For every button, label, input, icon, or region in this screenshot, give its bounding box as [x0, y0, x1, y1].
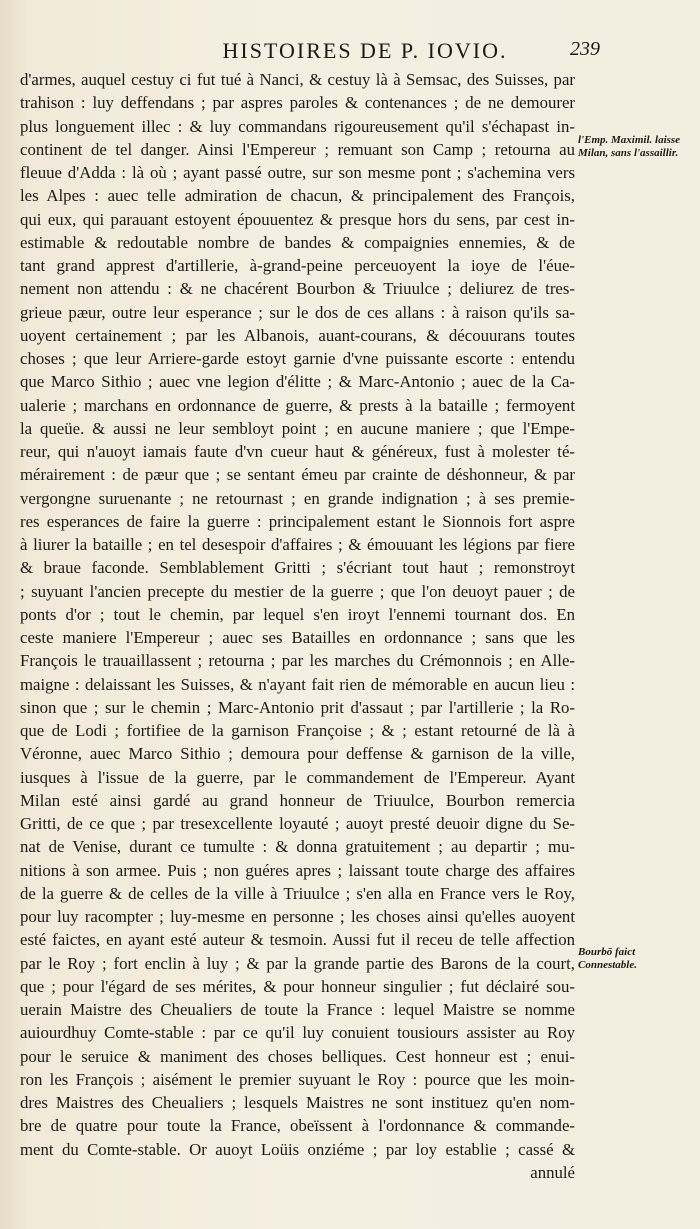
text-line: tant grand apprest d'artillerie, à-grand-peine perceuoyent la ioye de l'éue- — [20, 256, 575, 275]
text-line: ponts d'or ; tout le chemin, par lequel s'en iroyt l'ennemi tournant dos. En — [20, 604, 575, 624]
text-line: que de Lodi ; fortifiee de la garnison Françoise ; & ; estant retourné de là à — [20, 721, 575, 740]
text-line: les Alpes : auec telle admiration de chacun, & principalement des François, — [20, 186, 575, 206]
text-line: & braue faconde. Semblablement Gritti ; s'écriant tout haut ; remonstroyt — [20, 558, 575, 578]
text-line: reur, qui n'auoyt iamais faute d'vn cueur haut & généreux, fust à molester té- — [20, 442, 575, 461]
text-line: annulé — [530, 1162, 575, 1182]
text-line: nat de Venise, durant ce tumulte : & donna gratuitement ; au departir ; mu- — [20, 837, 575, 857]
text-line: pour luy racompter ; luy-mesme en personne ; les choses ainsi qu'elles auoyent — [20, 907, 575, 926]
text-line: Véronne, auec Marco Sithio ; demoura pour deffense & garnison de la ville, — [20, 744, 575, 764]
text-line: iusques à l'issue de la guerre, par le commandement de l'Empereur. Ayant — [20, 767, 575, 787]
text-line: ron les François ; aisément le premier suyuant le Roy : pource que les moin- — [20, 1069, 575, 1089]
text-line: à liurer la bataille ; en tel desespoir d'affaires ; & émouuant les légions par fiere — [20, 535, 575, 554]
text-line: ceste maniere l'Empereur ; auec ses Batailles en ordonnance ; sans que les — [20, 628, 575, 647]
running-header: HISTOIRES DE P. IOVIO. — [222, 38, 508, 63]
text-line: la queüe. & aussi ne leur sembloyt point ; en aucune maniere ; que l'Empe- — [20, 418, 575, 438]
text-line: nement non attendu : & ne chacérent Bourbon & Triuulce ; deliurez de tres- — [20, 279, 575, 299]
text-line: Gritti, de ce que ; par tresexcellente loyauté ; auoyt presté deuoir digne du Se- — [20, 814, 575, 833]
text-line: nitions à son armee. Puis ; non guéres apres ; laissant toute charge des affaires — [20, 860, 575, 880]
text-line: par le Roy ; fort enclin à luy ; & par la grande partie des Barons de la court, — [20, 953, 575, 973]
text-line: ment du Comte-stable. Or auoyt Loüis onziéme ; par loy establie ; cassé & — [20, 1139, 575, 1159]
text-line: Milan esté ainsi gardé au grand honneur de Triuulce, Bourbon remercia — [20, 790, 575, 810]
text-line: que Marco Sithio ; auec vne legion d'élitte ; & Marc-Antonio ; auec de la Ca- — [20, 372, 575, 392]
text-line: ; suyuant l'ancien precepte du mestier de la guerre ; que l'on deuoyt pauer ; de — [20, 581, 575, 601]
text-line: d'armes, auquel cestuy ci fut tué à Nanci, & cestuy là à Semsac, des Suisses, par — [20, 70, 575, 89]
text-line: fleuue d'Adda : là où ; ayant passé outre, sur son mesme pont ; s'achemina vers — [20, 163, 575, 182]
text-line: choses ; que leur Arriere-garde estoyt garnie d'vne puissante escorte : entendu — [20, 349, 575, 368]
text-line: grieue pæur, outre leur esperance ; sur le dos de ces allans : à raison qu'ils sa- — [20, 302, 575, 322]
text-line: que ; pour l'égard de ses mérites, & pour honneur singulier ; fut déclairé sou- — [20, 976, 575, 996]
text-line: uoyent certainement ; par les Albanois, auant-courans, & découurans toutes — [20, 325, 575, 345]
text-line: mérairement : de pæur que ; se sentant émeu par crainte de déshonneur, & par — [20, 465, 575, 485]
text-line: continent de tel danger. Ainsi l'Empereur ; remuant son Camp ; retourna au — [20, 139, 575, 159]
text-line: esté faictes, en ayant esté auteur & tesmoin. Aussi fut il receu de telle affection — [20, 930, 575, 950]
text-line: dres Maistres des Cheualiers ; lesquels Maistres ne sont instituez qu'en nom- — [20, 1093, 575, 1112]
page-number: 239 — [570, 38, 600, 60]
text-line: auiourdhuy Comte-stable : par ce qu'il luy conuient tousiours assister au Roy — [20, 1023, 575, 1043]
text-line: bre de quatre pour toute la France, obeïssent à l'ordonnance & commande- — [20, 1116, 575, 1136]
text-line: vergongne suruenante ; ne retournast ; en grande indignation ; à ses premie- — [20, 488, 575, 508]
text-line: pour le seruice & maniment des choses belliques. Cest honneur est ; enui- — [20, 1046, 575, 1066]
text-line: estimable & redoutable nombre de bandes & compaignies ennemies, & de — [20, 232, 575, 252]
text-line: res esperances de faire la guerre : principalement estant le Sionnois fort aspre — [20, 511, 575, 531]
text-line: plus longuement illec : & luy commandans rigoureusement qu'il s'échapast in- — [20, 116, 575, 136]
margin-note-bourbon: Bourbō faict Connestable. — [578, 946, 637, 971]
text-line: de la guerre & de celles de la ville à Triuulce ; s'en alla en France vers le Roy, — [20, 883, 575, 903]
text-line: qui eux, qui parauant estoyent épouuentez & presque hors du sens, par cest in- — [20, 209, 575, 229]
text-line: sinon que ; sur le chemin ; Marc-Antonio prit d'assaut ; par l'artillerie ; la Ro- — [20, 697, 575, 717]
body-text — [20, 68, 575, 1184]
text-line: uerain Maistre des Cheualiers de toute la France : lequel Maistre se nomme — [20, 1000, 575, 1019]
text-line: maigne : delaissant les Suisses, & n'ayant fait rien de mémorable en aucun lieu : — [20, 674, 575, 694]
text-line: ualerie ; marchans en ordonnance de guerre, & prests à la bataille ; fermoyent — [20, 395, 575, 415]
text-line: trahison : luy deffendans ; par aspres paroles & contenances ; de ne demourer — [20, 93, 575, 113]
text-line: François le trauaillassent ; retourna ; par les marches du Crémonnois ; en Alle- — [20, 651, 575, 671]
margin-note-emperor: l'Emp. Maximil. laisse Milan, sans l'assaillir. — [578, 134, 681, 159]
